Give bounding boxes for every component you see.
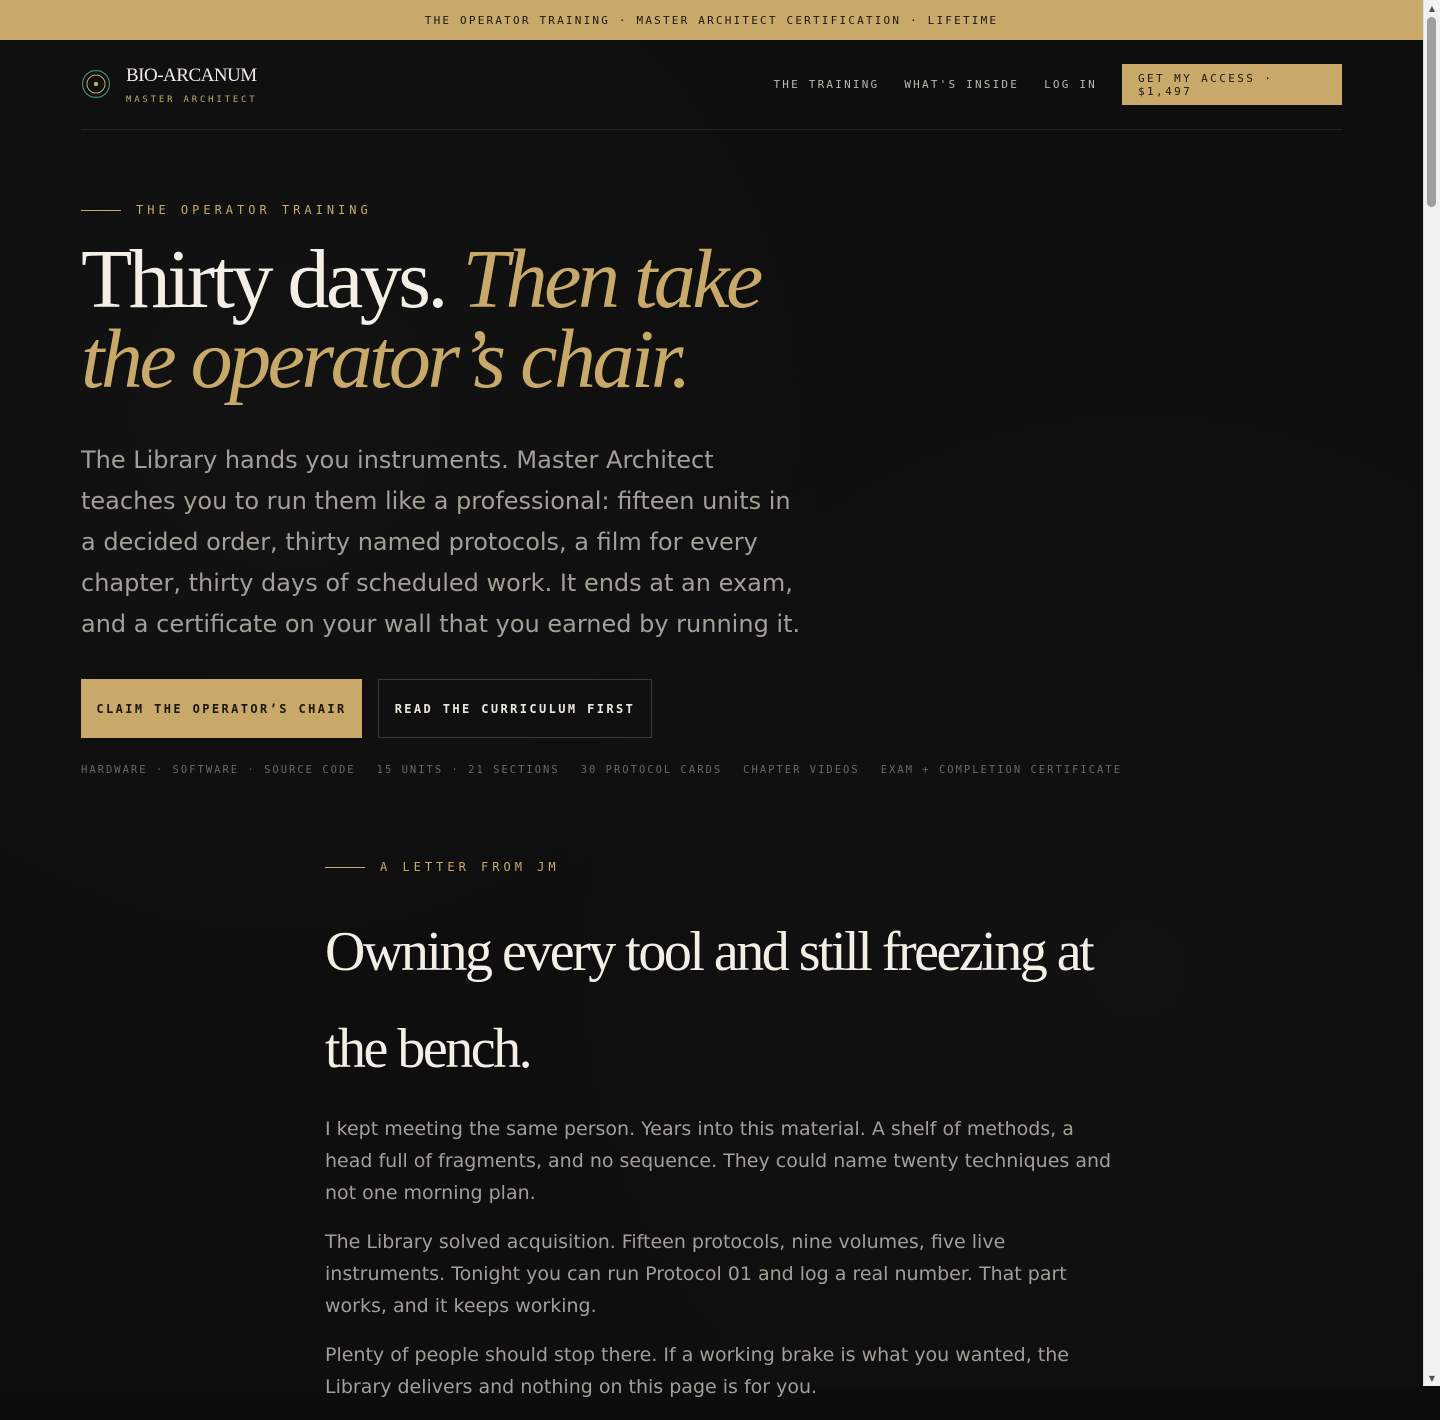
hero-title-accent: Then take the operator’s chair. — [81, 233, 760, 406]
announcement-bar — [0, 0, 1423, 40]
hero-eyebrow-text: THE OPERATOR TRAINING — [136, 203, 372, 217]
announcement-text: THE OPERATOR TRAINING · MASTER ARCHITECT CERTIFICATION · LIFETIME — [424, 13, 999, 27]
nav-link-the-training[interactable]: THE TRAINING — [773, 78, 880, 91]
feature-list — [81, 764, 1143, 776]
brand-subtitle: MASTER ARCHITECT — [126, 95, 258, 105]
site-header — [81, 40, 1342, 130]
feature-item: 15 UNITS · 21 SECTIONS — [376, 764, 560, 776]
scrollbar-thumb[interactable] — [1427, 17, 1436, 207]
letter-body — [325, 1113, 1115, 1420]
letter-paragraph: Plenty of people should stop there. If a working brake is what you wanted, the Library delivers and nothing on this page is for you. — [325, 1344, 1069, 1398]
hero-lead: The Library hands you instruments. Master Architect teaches you to run them like a professional: fifteen units in a decided order, thirty named protocols, a film for every chapter, thirty days of scheduled work. It ends at an exam, and a certificate on your wall that you earned by running it. — [81, 446, 801, 638]
letter-paragraph: I kept meeting the same person. Years into this material. A shelf of methods, a head full of fragments, and no sequence. They could name twenty techniques and not one morning plan. — [325, 1118, 1112, 1204]
brand-name: BIO-ARCANUM — [126, 65, 257, 86]
hero-eyebrow — [81, 203, 372, 217]
eyebrow-rule — [325, 867, 365, 868]
scroll-up-arrow-icon[interactable]: ▲ — [1428, 3, 1436, 13]
claim-chair-button[interactable]: CLAIM THE OPERATOR’S CHAIR — [81, 679, 362, 738]
feature-item: 30 PROTOCOL CARDS — [580, 764, 723, 776]
scroll-down-arrow-icon[interactable]: ▼ — [1428, 1373, 1436, 1383]
feature-item: CHAPTER VIDEOS — [743, 764, 860, 776]
get-access-button[interactable]: GET MY ACCESS · $1,497 — [1122, 64, 1342, 105]
main-nav — [773, 64, 1342, 105]
letter-paragraph: The Library solved acquisition. Fifteen protocols, nine volumes, five live instruments. Tonight you can run Protocol 01 and log a real number. That part works, and it keeps working. — [325, 1231, 1067, 1317]
feature-item: EXAM + COMPLETION CERTIFICATE — [880, 764, 1123, 776]
hero-title — [81, 233, 841, 406]
read-curriculum-button[interactable]: READ THE CURRICULUM FIRST — [378, 679, 652, 738]
nav-link-whats-inside[interactable]: WHAT'S INSIDE — [904, 78, 1020, 91]
letter-title: Owning every tool and still freezing at the bench. — [325, 921, 1093, 1080]
letter-eyebrow — [325, 860, 560, 874]
eyebrow-rule — [81, 210, 121, 211]
letter-eyebrow-text: A LETTER FROM JM — [380, 860, 560, 874]
hero-title-plain: Thirty days. — [81, 233, 463, 326]
feature-item: HARDWARE · SOFTWARE · SOURCE CODE — [81, 764, 356, 776]
concentric-circle-logo-icon — [81, 69, 111, 99]
vertical-scrollbar[interactable] — [1423, 0, 1440, 1386]
nav-link-log-in[interactable]: LOG IN — [1044, 78, 1097, 91]
brand[interactable] — [81, 64, 258, 105]
